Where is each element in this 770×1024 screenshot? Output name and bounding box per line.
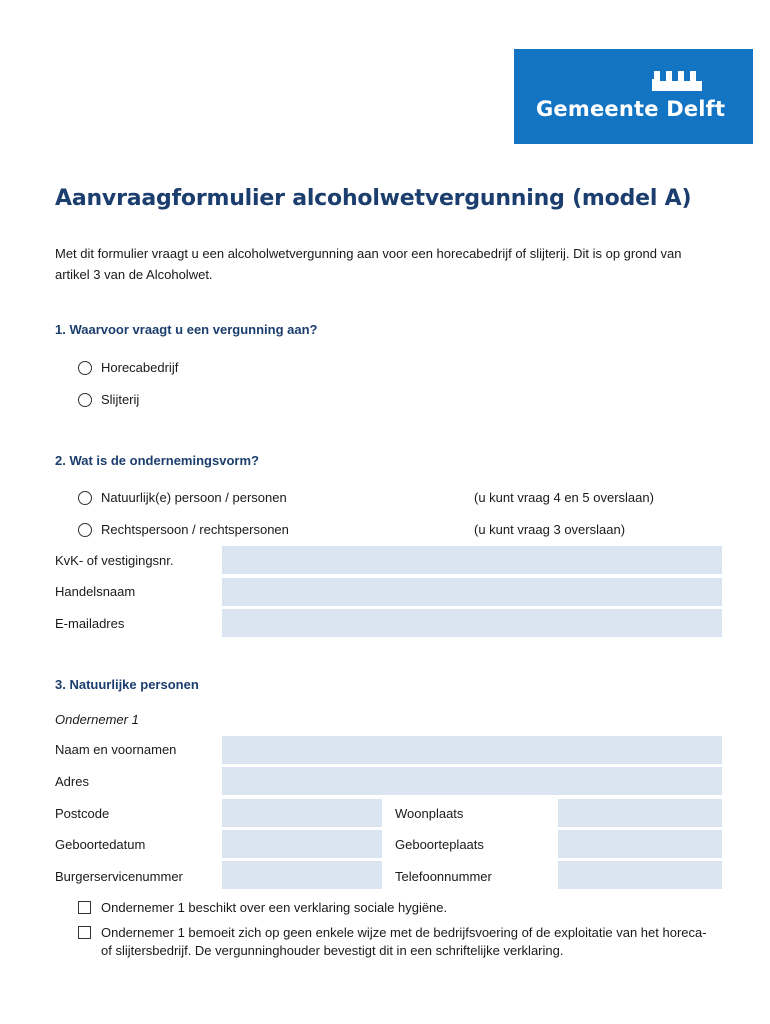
radio-slijterij[interactable] — [78, 393, 92, 407]
bsn-input[interactable] — [222, 861, 382, 889]
geboorteplaats-input[interactable] — [558, 830, 722, 858]
handelsnaam-input[interactable] — [222, 578, 722, 606]
checkbox-sociale-hygiene[interactable] — [78, 901, 91, 914]
email-input[interactable] — [222, 609, 722, 637]
radio-label-natuurlijk-persoon: Natuurlijk(e) persoon / personen — [101, 490, 287, 505]
label-naam: Naam en voornamen — [55, 742, 177, 757]
label-bsn: Burgerservicenummer — [55, 869, 183, 884]
subheading-ondernemer-1: Ondernemer 1 — [55, 712, 139, 727]
radio-label-horecabedrijf: Horecabedrijf — [101, 360, 179, 375]
telefoon-input[interactable] — [558, 861, 722, 889]
radio-natuurlijk-persoon[interactable] — [78, 491, 92, 505]
label-telefoon: Telefoonnummer — [395, 869, 492, 884]
logo-text: Gemeente Delft — [536, 97, 726, 121]
adres-input[interactable] — [222, 767, 722, 795]
checkbox-label-bedrijfsvoering: Ondernemer 1 bemoeit zich op geen enkele wijze met de bedrijfsvoering of de exploitatie van het horeca- of slijtersbedrijf. De vergunninghouder bevestigt dit in een schriftelijke verklaring. — [101, 925, 707, 958]
intro-text: Met dit formulier vraagt u een alcoholwetvergunning aan voor een horecabedrijf of slijterij. Dit is op grond van artikel 3 van de Alcoholwet. — [55, 246, 682, 282]
note-natuurlijk-persoon: (u kunt vraag 4 en 5 overslaan) — [474, 490, 654, 505]
radio-label-rechtspersoon: Rechtspersoon / rechtspersonen — [101, 522, 289, 537]
naam-input[interactable] — [222, 736, 722, 764]
crown-icon — [652, 69, 702, 91]
radio-horecabedrijf[interactable] — [78, 361, 92, 375]
woonplaats-input[interactable] — [558, 799, 722, 827]
section-3-heading: 3. Natuurlijke personen — [55, 677, 199, 692]
label-geboortedatum: Geboortedatum — [55, 837, 146, 852]
label-geboorteplaats: Geboorteplaats — [395, 837, 484, 852]
section-1-heading: 1. Waarvoor vraagt u een vergunning aan? — [55, 322, 318, 337]
radio-label-slijterij: Slijterij — [101, 392, 140, 407]
geboortedatum-input[interactable] — [222, 830, 382, 858]
label-woonplaats: Woonplaats — [395, 806, 464, 821]
checkbox-label-sociale-hygiene: Ondernemer 1 beschikt over een verklaring sociale hygiëne. — [101, 900, 448, 915]
note-rechtspersoon: (u kunt vraag 3 overslaan) — [474, 522, 626, 537]
radio-rechtspersoon[interactable] — [78, 523, 92, 537]
gemeente-delft-logo — [514, 49, 753, 144]
label-handelsnaam: Handelsnaam — [55, 584, 136, 599]
postcode-input[interactable] — [222, 799, 382, 827]
label-email: E-mailadres — [55, 616, 125, 631]
label-postcode: Postcode — [55, 806, 110, 821]
checkbox-bedrijfsvoering[interactable] — [78, 926, 91, 939]
kvk-input[interactable] — [222, 546, 722, 574]
page-title: Aanvraagformulier alcoholwetvergunning (model A) — [55, 186, 692, 211]
label-kvk: KvK- of vestigingsnr. — [55, 553, 174, 568]
label-adres: Adres — [55, 774, 89, 789]
section-2-heading: 2. Wat is de ondernemingsvorm? — [55, 453, 259, 468]
